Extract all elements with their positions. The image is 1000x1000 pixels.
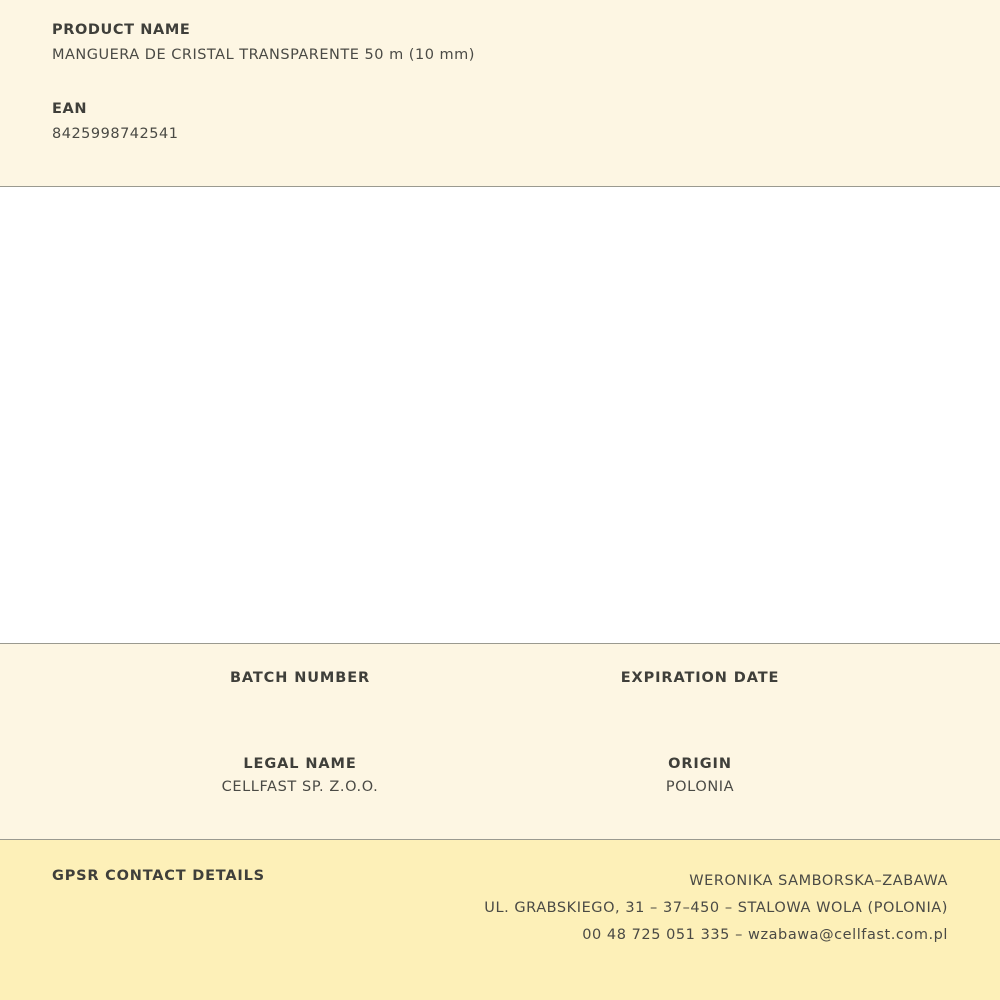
ean-field (52, 101, 948, 142)
origin-value: POLONIA (665, 779, 735, 795)
product-header-section (0, 0, 1000, 187)
origin-label: ORIGIN (668, 756, 732, 772)
product-name-field (52, 22, 948, 63)
row-spacer (0, 756, 100, 795)
product-name-value: MANGUERA DE CRISTAL TRANSPARENTE 50 m (10 mm) (52, 47, 475, 63)
legal-name-field (100, 756, 500, 795)
gpsr-contact-address: UL. GRABSKIEGO, 31 – 37–450 – STALOWA WOLA (POLONIA) (484, 900, 948, 916)
ean-label: EAN (52, 101, 88, 117)
expiration-date-label: EXPIRATION DATE (620, 670, 780, 686)
gpsr-footer-section (0, 840, 1000, 1000)
details-row-legal-origin (0, 756, 1000, 795)
blank-content-area (0, 187, 1000, 644)
ean-value: 8425998742541 (52, 126, 179, 142)
gpsr-contact-phone-email: 00 48 725 051 335 – wzabawa@cellfast.com.pl (582, 927, 948, 943)
expiration-date-field (500, 670, 900, 693)
product-details-section (0, 644, 1000, 840)
row-spacer (0, 670, 100, 693)
gpsr-contact-name: WERONIKA SAMBORSKA–ZABAWA (689, 873, 948, 889)
details-row-batch-expiration (0, 670, 1000, 693)
product-name-label: PRODUCT NAME (52, 22, 191, 38)
gpsr-contact-block (484, 868, 948, 949)
batch-number-label: BATCH NUMBER (229, 670, 371, 686)
gpsr-contact-details-label: GPSR CONTACT DETAILS (52, 868, 265, 884)
origin-field (500, 756, 900, 795)
legal-name-label: LEGAL NAME (243, 756, 357, 772)
batch-number-field (100, 670, 500, 693)
legal-name-value: CELLFAST SP. Z.O.O. (221, 779, 379, 795)
